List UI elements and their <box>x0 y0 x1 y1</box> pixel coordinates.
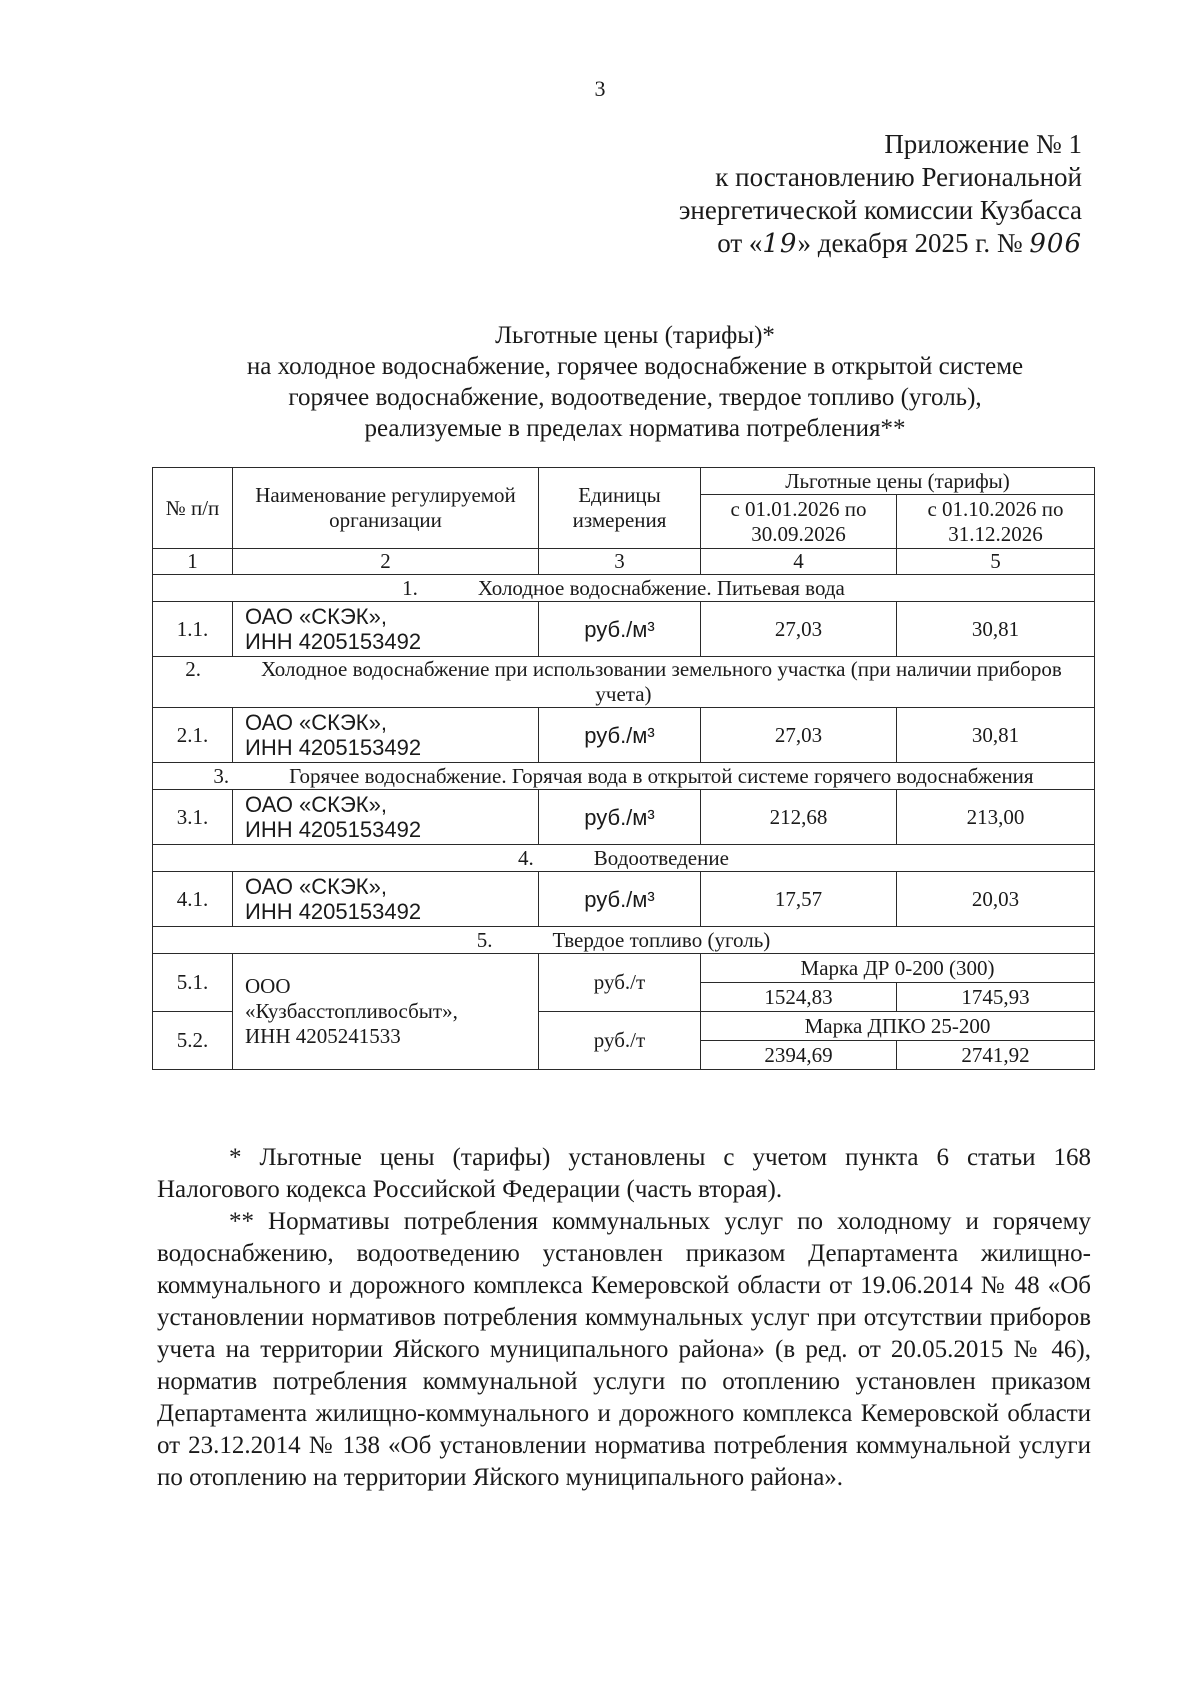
section-title: Твердое топливо (уголь) <box>552 927 771 952</box>
org-name: «Кузбасстопливосбыт», <box>245 999 458 1023</box>
section-title: Горячее водоснабжение. Горячая вода в открытой системе горячего водоснабжения <box>289 763 1034 788</box>
handwritten-day: 19 <box>762 229 798 259</box>
column-index-row <box>153 549 1095 575</box>
section-row <box>153 657 1095 708</box>
header-period2: с 01.10.2026 по 31.12.2026 <box>897 495 1095 549</box>
appendix-line3: энергетической комиссии Кузбасса <box>678 195 1082 225</box>
table-row <box>153 790 1095 845</box>
org-name: ООО <box>245 974 291 998</box>
price-period2: 30,81 <box>897 602 1095 657</box>
col-index: 3 <box>539 549 701 575</box>
title-line4: реализуемые в пределах норматива потребления** <box>364 415 906 442</box>
appendix-date-line <box>679 227 1082 261</box>
unit-cell: руб./м³ <box>539 872 701 927</box>
org-inn: ИНН 4205153492 <box>245 735 422 760</box>
unit-cell: руб./м³ <box>539 708 701 763</box>
section-title: Холодное водоснабжение. Питьевая вода <box>477 575 845 600</box>
price-period1: 212,68 <box>701 790 897 845</box>
org-inn: ИНН 4205241533 <box>245 1024 401 1048</box>
section-heading <box>153 575 1095 602</box>
price-period1: 27,03 <box>701 602 897 657</box>
unit-cell: руб./м³ <box>539 602 701 657</box>
row-number: 5.2. <box>153 1012 233 1070</box>
appendix-line1: Приложение № 1 <box>884 129 1082 159</box>
section-number: 1. <box>402 575 418 600</box>
section-row <box>153 575 1095 602</box>
org-name: ОАО «СКЭК», <box>245 792 387 817</box>
price-period1: 17,57 <box>701 872 897 927</box>
section-row <box>153 845 1095 872</box>
unit-cell: руб./т <box>539 954 701 1012</box>
org-inn: ИНН 4205153492 <box>245 817 422 842</box>
section-number: 3. <box>213 763 230 788</box>
section-heading <box>153 845 1095 872</box>
title-line3: горячее водоснабжение, водоотведение, твердое топливо (уголь), <box>288 384 982 411</box>
footnotes <box>157 1142 1091 1494</box>
footnote-2: ** Нормативы потребления коммунальных услуг по холодному и горячему водоснабжению, водоотведению установлен приказом Департамента жилищно-коммунального и дорожного комплекса Кемеровской области от 19.06.2014 № 48 «Об установлении нормативов потребления коммунальных услуг при отсутствии приборов учета на территории Яйского муниципального района» (в ред. от 20.05.2015 № 46), норматив потребления коммунальной услуги по отоплению установлен приказом Департамента жилищно-коммунального и дорожного комплекса Кемеровской области от 23.12.2014 № 138 «Об установлении норматива потребления коммунальной услуги по отоплению на территории Яйского муниципального района». <box>157 1208 1091 1491</box>
row-number: 1.1. <box>153 602 233 657</box>
org-cell <box>233 602 539 657</box>
section-title: Водоотведение <box>593 845 729 870</box>
coal-grade: Марка ДПКО 25-200 <box>701 1012 1095 1041</box>
row-number: 4.1. <box>153 872 233 927</box>
header-row <box>153 468 1095 495</box>
section-number: 5. <box>476 927 493 952</box>
coal-grade: Марка ДР 0-200 (300) <box>701 954 1095 983</box>
page-number: 3 <box>594 76 606 101</box>
col-index: 5 <box>897 549 1095 575</box>
section-row <box>153 763 1095 790</box>
price-period2: 2741,92 <box>897 1041 1095 1070</box>
table-row <box>153 872 1095 927</box>
title-line1: Льготные цены (тарифы)* <box>495 322 775 349</box>
col-index: 1 <box>153 549 233 575</box>
org-name: ОАО «СКЭК», <box>245 604 387 629</box>
price-period1: 27,03 <box>701 708 897 763</box>
unit-cell: руб./т <box>539 1012 701 1070</box>
col-index: 2 <box>233 549 539 575</box>
price-period1: 2394,69 <box>701 1041 897 1070</box>
header-num: № п/п <box>153 468 233 549</box>
org-inn: ИНН 4205153492 <box>245 629 422 654</box>
table-row <box>153 708 1095 763</box>
section-heading <box>153 657 1095 708</box>
section-number: 4. <box>518 845 534 870</box>
document-title <box>150 320 1120 444</box>
price-period2: 30,81 <box>897 708 1095 763</box>
section-row <box>153 927 1095 954</box>
header-period1: с 01.01.2026 по 30.09.2026 <box>701 495 897 549</box>
price-period2: 1745,93 <box>897 983 1095 1012</box>
header-unit: Единицы измерения <box>539 468 701 549</box>
tariff-table <box>152 467 1095 1070</box>
col-index: 4 <box>701 549 897 575</box>
section-title: Холодное водоснабжение при использовании земельного участка (при наличии приборов учета) <box>260 657 1062 706</box>
org-cell <box>233 790 539 845</box>
header-prices: Льготные цены (тарифы) <box>701 468 1095 495</box>
date-prefix: от « <box>717 228 763 258</box>
title-line2: на холодное водоснабжение, горячее водоснабжение в открытой системе <box>246 353 1024 380</box>
unit-cell: руб./м³ <box>539 790 701 845</box>
org-cell <box>233 872 539 927</box>
section-number: 2. <box>185 657 201 681</box>
date-middle: » декабря 2025 г. № <box>797 228 1030 258</box>
price-period2: 20,03 <box>897 872 1095 927</box>
org-cell <box>233 954 539 1070</box>
row-number: 5.1. <box>153 954 233 1012</box>
section-heading <box>153 927 1095 954</box>
org-name: ОАО «СКЭК», <box>245 710 387 735</box>
row-number: 2.1. <box>153 708 233 763</box>
table-row <box>153 602 1095 657</box>
org-inn: ИНН 4205153492 <box>245 899 422 924</box>
price-period2: 213,00 <box>897 790 1095 845</box>
org-cell <box>233 708 539 763</box>
price-period1: 1524,83 <box>701 983 897 1012</box>
footnote-1: * Льготные цены (тарифы) установлены с учетом пункта 6 статьи 168 Налогового кодекса Российской Федерации (часть вторая). <box>157 1144 1091 1203</box>
section-heading <box>153 763 1095 790</box>
header-org: Наименование регулируемой организации <box>233 468 539 549</box>
handwritten-doc-number: 906 <box>1029 229 1082 259</box>
row-number: 3.1. <box>153 790 233 845</box>
appendix-line2: к постановлению Региональной <box>715 162 1082 192</box>
org-name: ОАО «СКЭК», <box>245 874 387 899</box>
coal-grade-row <box>153 954 1095 983</box>
appendix-header <box>679 128 1082 261</box>
